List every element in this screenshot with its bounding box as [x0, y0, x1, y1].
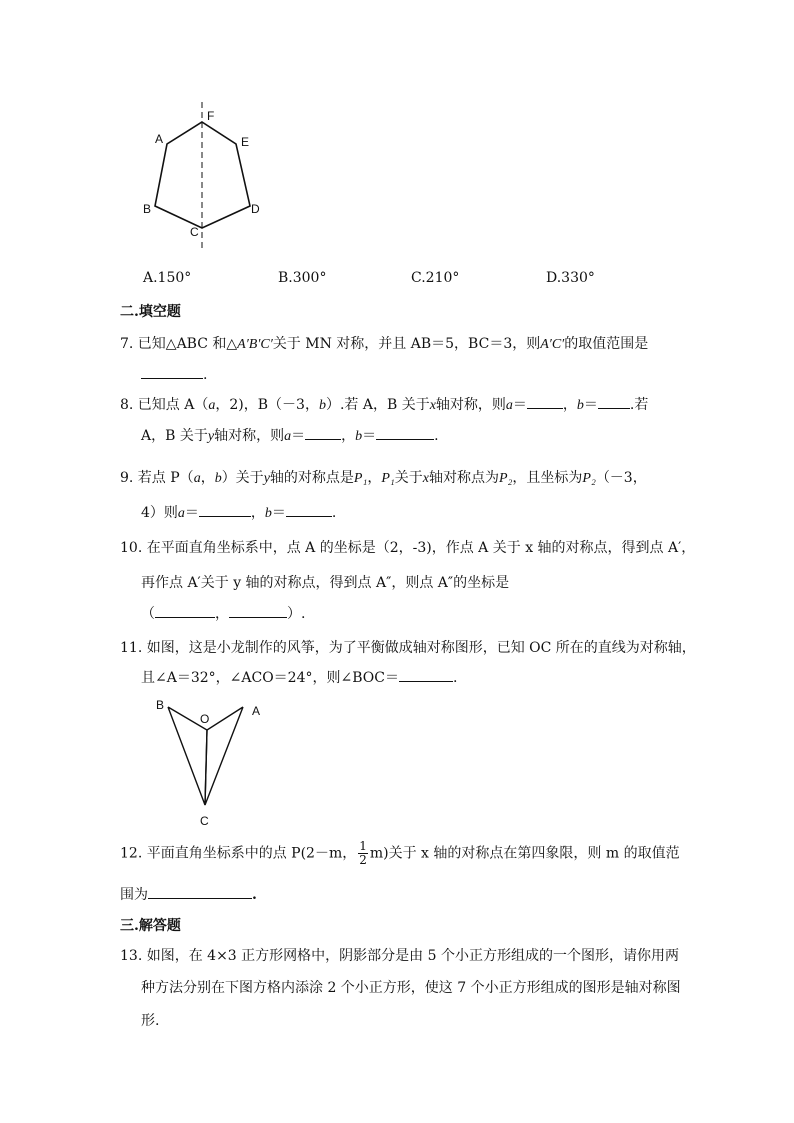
answer-blank[interactable]	[229, 603, 287, 618]
label-e: E	[241, 135, 250, 149]
question-10-line1: 10. 在平面直角坐标系中，点 A 的坐标是（2，-3)，作点 A 关于 x 轴的对称点，得到点 A′，	[120, 540, 696, 556]
question-13-line3: 形.	[141, 1013, 160, 1029]
question-12-line2: 围为 .	[120, 884, 257, 904]
question-13-line2: 种方法分别在下图方格内添涂 2 个小正方形，使这 7 个小正方形组成的图形是轴对称图	[141, 980, 681, 996]
question-11-line1: 11. 如图，这是小龙制作的风筝，为了平衡做成轴对称图形，已知 OC 所在的直线为对称轴，	[120, 640, 696, 656]
option-a: A.150°	[143, 270, 192, 286]
option-b: B.300°	[278, 270, 327, 286]
answer-blank[interactable]	[286, 502, 332, 517]
label-o: O	[200, 712, 210, 726]
question-13-line1: 13. 如图，在 4×3 正方形网格中，阴影部分是由 5 个小正方形组成的一个图形，请你用两	[120, 948, 679, 964]
answer-blank[interactable]	[598, 394, 630, 409]
question-8-line2: A，B 关于y轴对称，则a＝ ，b＝ .	[141, 425, 439, 445]
question-8-line1: 8. 已知点 A（a，2)，B（－3，b）.若 A，B 关于x轴对称，则a＝ ，b＝ .若	[120, 394, 648, 414]
section-answer-title: 三.解答题	[120, 918, 181, 934]
section-fill-in-title: 二.填空题	[120, 304, 181, 320]
label-c: C	[190, 225, 199, 239]
question-10-line2: 再作点 A′关于 y 轴的对称点，得到点 A″，则点 A″的坐标是	[141, 575, 510, 591]
answer-blank[interactable]	[199, 502, 251, 517]
question-7: 7. 已知△ABC 和△A′B′C′关于 MN 对称，并且 AB＝5，BC＝3，则A′C′的取值范围是	[120, 336, 649, 352]
label-a: A	[155, 132, 164, 146]
label-d: D	[251, 202, 260, 216]
answer-blank[interactable]	[376, 425, 434, 440]
pentagon-figure	[135, 100, 275, 250]
question-9-line1: 9. 若点 P（a，b）关于y轴的对称点是P₁，P₁关于x轴对称点为P₂，且坐标为P₂（－3，	[120, 470, 647, 486]
answer-blank[interactable]	[155, 603, 215, 618]
option-c: C.210°	[411, 270, 460, 286]
label-f: F	[207, 109, 215, 123]
kite-figure	[150, 695, 275, 830]
question-11-line2: 且∠A＝32°，∠ACO＝24°，则∠BOC＝ .	[141, 667, 457, 687]
option-d: D.330°	[546, 270, 595, 286]
label-a: A	[252, 704, 261, 718]
kite-right-wing	[205, 707, 243, 805]
answer-blank[interactable]	[141, 364, 203, 379]
question-10-line3: （ ， ）.	[141, 603, 305, 623]
question-7-answer: .	[141, 364, 207, 383]
question-9-line2: 4）则a＝ ，b＝ .	[141, 502, 336, 522]
answer-blank[interactable]	[305, 425, 341, 440]
answer-blank[interactable]	[399, 667, 453, 682]
label-b: B	[156, 698, 165, 712]
question-12-line1: 12. 平面直角坐标系中的点 P(2－m， $\frac{1}{2}$ m)关于 x 轴的对称点在第四象限，则 m 的取值范	[120, 839, 680, 867]
label-c: C	[200, 814, 209, 828]
answer-blank[interactable]	[148, 884, 252, 899]
answer-blank[interactable]	[527, 394, 563, 409]
fraction-one-half: $\frac{1}{2}$	[359, 839, 367, 867]
label-b: B	[143, 202, 152, 216]
